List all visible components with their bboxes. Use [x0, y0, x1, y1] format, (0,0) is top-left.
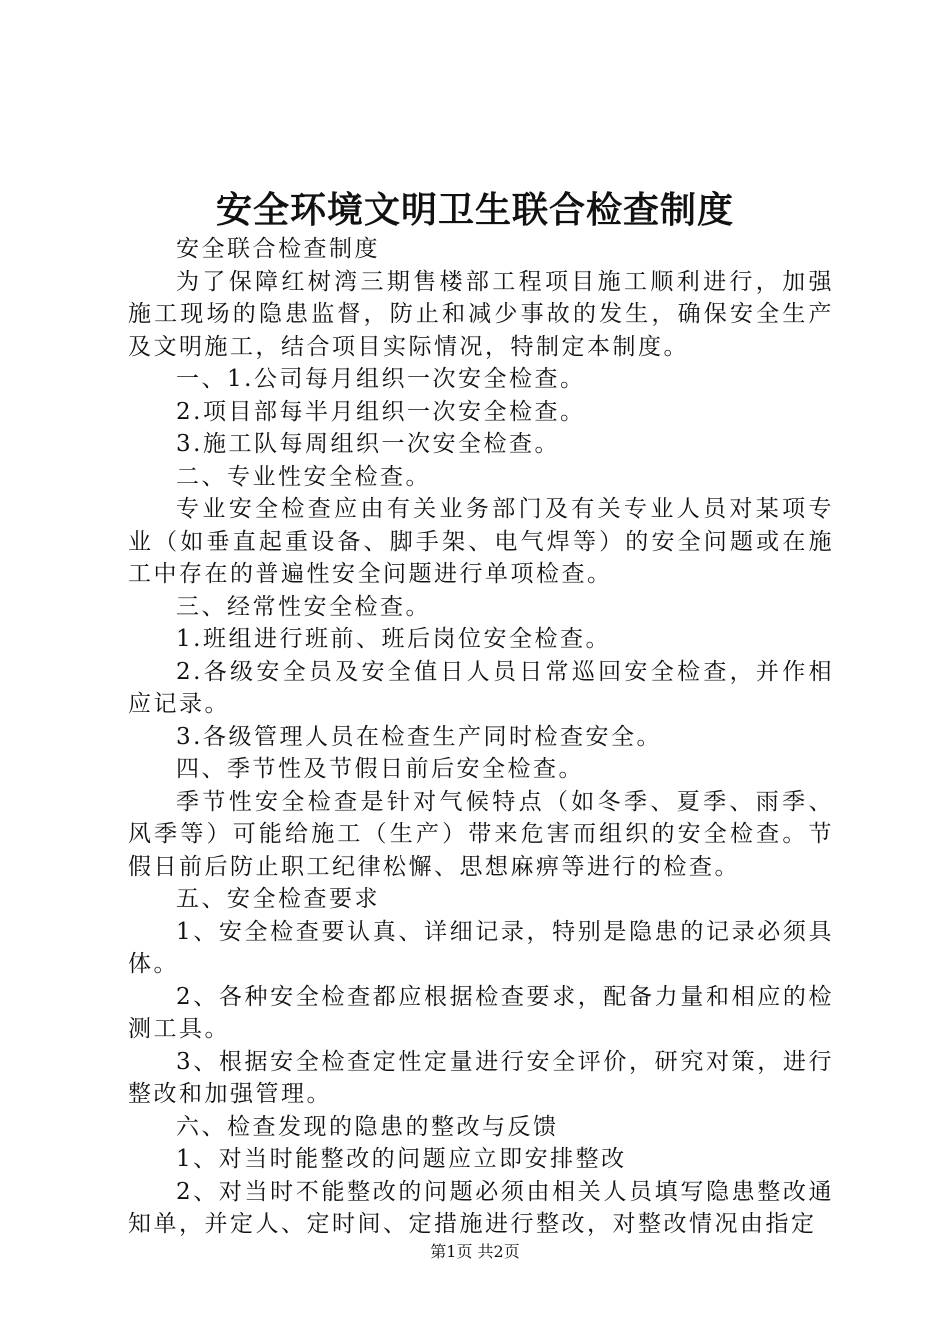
- paragraph: 五、安全检查要求: [176, 886, 380, 912]
- paragraph: 1、对当时能整改的问题应立即安排整改: [176, 1146, 627, 1172]
- paragraph: 1.班组进行班前、班后岗位安全检查。: [176, 626, 611, 652]
- paragraph: 一、1.公司每月组织一次安全检查。: [176, 366, 586, 392]
- paragraph: 三、经常性安全检查。: [176, 593, 431, 620]
- paragraph: 四、季节性及节假日前后安全检查。: [176, 756, 584, 782]
- paragraph: 3.各级管理人员在检查生产同时检查安全。: [176, 723, 662, 750]
- paragraph: 为了保障红树湾三期售楼部工程项目施工顺利进行，加强施工现场的隐患监督，防止和减少事故的发生，确保安全生产及文明施工，结合项目实际情况，特制定本制度。: [128, 268, 834, 360]
- paragraph: 3.施工队每周组织一次安全检查。: [176, 431, 560, 457]
- paragraph: 六、检查发现的隐患的整改与反馈: [176, 1113, 559, 1140]
- paragraph: 季节性安全检查是针对气候特点（如冬季、夏季、雨季、风季等）可能给施工（生产）带来危害而组织的安全检查。节假日前后防止职工纪律松懈、思想麻痹等进行的检查。: [128, 788, 834, 880]
- paragraph: 二、专业性安全检查。: [176, 463, 431, 490]
- page-footer: 第1页 共2页: [430, 1242, 520, 1261]
- paragraph: 2.项目部每半月组织一次安全检查。: [176, 398, 586, 425]
- paragraph: 安全联合检查制度: [176, 236, 380, 262]
- paragraph: 2、对当时不能整改的问题必须由相关人员填写隐患整改通知单，并定人、定时间、定措施进行整改，对整改情况由指定: [128, 1178, 834, 1237]
- paragraph: 专业安全检查应由有关业务部门及有关专业人员对某项专业（如垂直起重设备、脚手架、电气焊等）的安全问题或在施工中存在的普遍性安全问题进行单项检查。: [128, 496, 834, 587]
- paragraph: 3、根据安全检查定性定量进行安全评价，研究对策，进行整改和加强管理。: [128, 1048, 834, 1107]
- paragraph: 2、各种安全检查都应根据检查要求，配备力量和相应的检测工具。: [128, 983, 834, 1042]
- document-body: [128, 233, 834, 1241]
- document-title: 安全环境文明卫生联合检查制度: [215, 189, 734, 231]
- paragraph: 2.各级安全员及安全值日人员日常巡回安全检查，并作相应记录。: [128, 658, 834, 717]
- paragraph: 1、安全检查要认真、详细记录，特别是隐患的记录必须具体。: [128, 918, 834, 977]
